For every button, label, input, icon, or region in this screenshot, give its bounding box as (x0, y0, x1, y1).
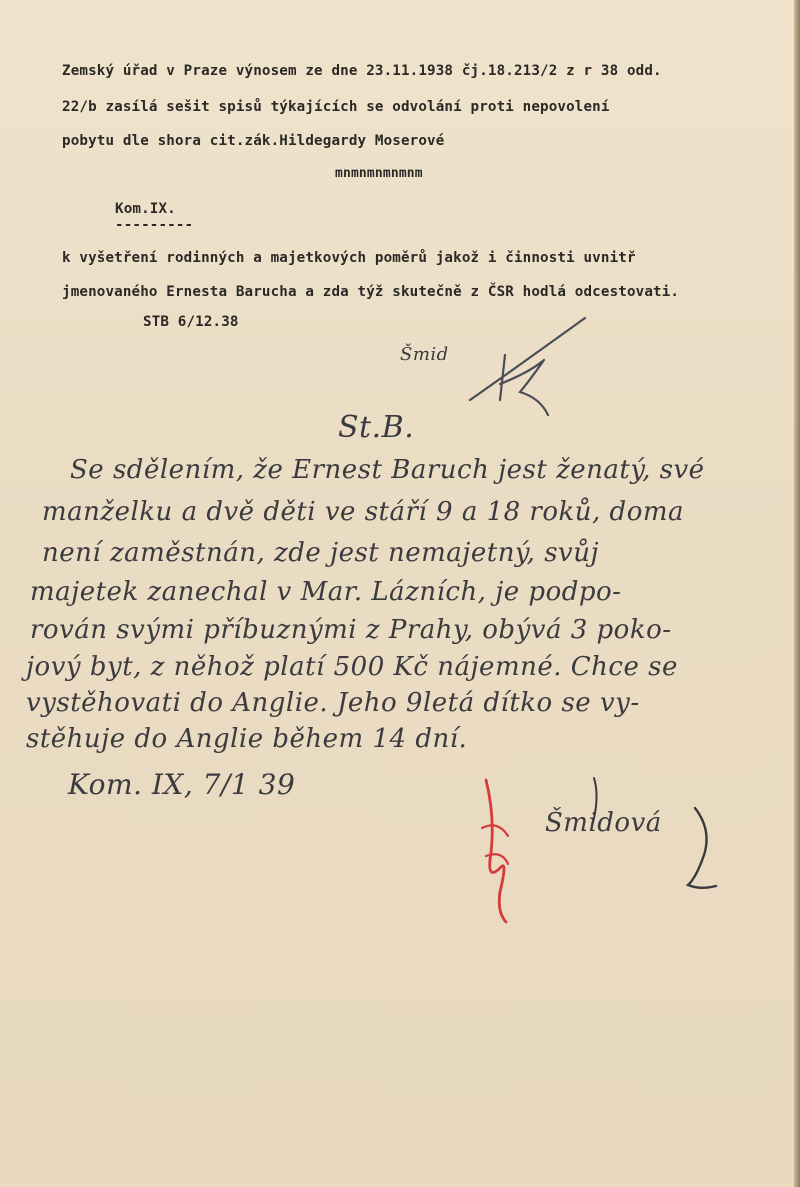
hand-signature: Šmidová (545, 808, 662, 838)
typed-kom-underline: --------- (115, 217, 194, 233)
hand-salutation: St.B. (338, 410, 415, 445)
hand-dateline: Kom. IX, 7/1 39 (68, 768, 296, 801)
hand-body-line-3: není zaměstnán, zde jest nemajetný, svůj (42, 538, 600, 568)
typed-line-1: Zemský úřad v Praze výnosem ze dne 23.11.1938 čj.18.213/2 z r 38 odd. (62, 63, 662, 79)
hand-body-line-6: jový byt, z něhož platí 500 Kč nájemné. Chce se (26, 652, 678, 682)
hand-body-line-4: majetek zanechal v Mar. Lázních, je podpo- (30, 577, 622, 607)
typed-line-4: k vyšetření rodinných a majetkových poměrů jakož i činnosti uvnitř (62, 250, 636, 266)
hand-initial-note: Šmid (400, 344, 449, 365)
red-pencil-mark (486, 780, 506, 922)
hand-body-line-2: manželku a dvě děti ve stáří 9 a 18 roků, doma (42, 497, 684, 527)
initial-pen-mark (470, 318, 585, 415)
hand-body-line-1: Se sdělením, že Ernest Baruch jest ženatý, své (70, 455, 705, 485)
hand-body-line-5: rován svými příbuznými z Prahy, obývá 3 poko- (30, 615, 672, 645)
typed-stb-date: STB 6/12.38 (143, 314, 239, 330)
typed-line-2: 22/b zasílá sešit spisů týkajících se odvolání proti nepovolení (62, 99, 610, 115)
signature-stroke (592, 778, 597, 826)
hand-body-line-8: stěhuje do Anglie během 14 dní. (26, 724, 468, 754)
typed-kom-heading: Kom.IX. (115, 201, 176, 217)
hand-body-line-7: vystěhovati do Anglie. Jeho 9letá dítko se vy- (26, 688, 640, 718)
red-pencil-strokes (482, 825, 508, 864)
signature-flourish (688, 808, 716, 888)
typed-line-5: jmenovaného Ernesta Barucha a zda týž skutečně z ČSR hodlá odcestovati. (62, 284, 680, 300)
typed-line-3: pobytu dle shora cit.zák.Hildegardy Moserové (62, 133, 445, 149)
typed-divider: mnmnmnmnmnm (335, 166, 423, 181)
